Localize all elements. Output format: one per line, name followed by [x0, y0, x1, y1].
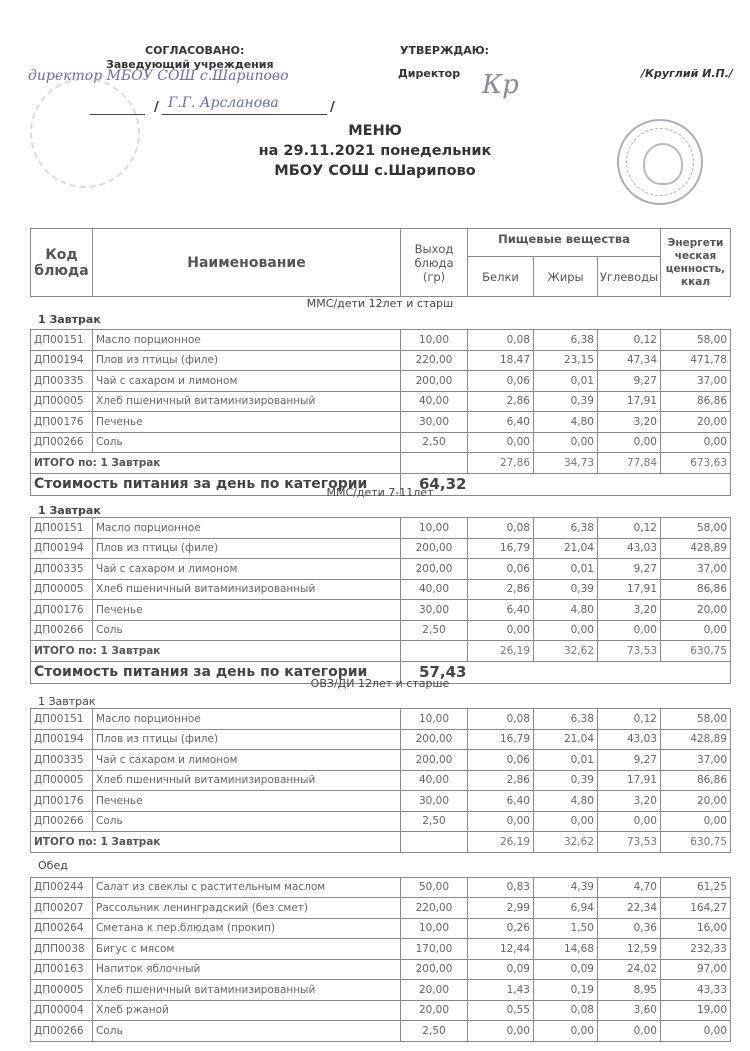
dish-yield: 2,50 — [401, 811, 468, 832]
dish-carbs: 0,36 — [598, 918, 661, 939]
dish-protein: 0,00 — [468, 1021, 534, 1042]
dish-fat: 21,04 — [534, 538, 598, 559]
table-row — [31, 371, 731, 392]
dish-carbs: 8,95 — [598, 980, 661, 1001]
total-yield — [401, 641, 468, 662]
dish-energy: 428,89 — [661, 729, 731, 750]
dish-fat: 0,00 — [534, 1021, 598, 1042]
dish-carbs: 17,91 — [598, 391, 661, 412]
header-carbs: Углеводы — [598, 257, 661, 297]
dish-name: Хлеб пшеничный витаминизированный — [93, 770, 401, 791]
table-row — [31, 770, 731, 791]
dish-name: Соль — [93, 620, 401, 641]
dish-protein: 1,43 — [468, 980, 534, 1001]
cost-label: Стоимость питания за день по категории — [31, 661, 401, 683]
dish-energy: 471,78 — [661, 350, 731, 371]
category-heading: ММС/дети 12лет и старш — [306, 297, 454, 310]
dish-carbs: 47,34 — [598, 350, 661, 371]
dish-code: ДП00176 — [31, 791, 93, 812]
dish-energy: 58,00 — [661, 709, 731, 730]
dish-name: Соль — [93, 1021, 401, 1042]
dish-yield: 2,50 — [401, 432, 468, 453]
dish-code: ДП00005 — [31, 980, 93, 1001]
dish-fat: 4,80 — [534, 791, 598, 812]
dish-protein: 0,26 — [468, 918, 534, 939]
dish-carbs: 24,02 — [598, 959, 661, 980]
dish-fat: 0,01 — [534, 371, 598, 392]
dish-name: Печенье — [93, 600, 401, 621]
dish-code: ДП00005 — [31, 770, 93, 791]
dish-energy: 232,33 — [661, 939, 731, 960]
dish-fat: 4,80 — [534, 600, 598, 621]
director-name: /Круглий И.П./ — [641, 67, 733, 80]
dish-carbs: 12,59 — [598, 939, 661, 960]
table-row — [31, 412, 731, 433]
dish-code: ДП00244 — [31, 877, 93, 898]
table-row — [31, 959, 731, 980]
dish-yield: 200,00 — [401, 538, 468, 559]
dish-name: Чай с сахаром и лимоном — [93, 371, 401, 392]
dish-energy: 0,00 — [661, 620, 731, 641]
dish-protein: 6,40 — [468, 791, 534, 812]
table-row — [31, 620, 731, 641]
dish-fat: 0,39 — [534, 391, 598, 412]
dish-energy: 58,00 — [661, 518, 731, 539]
meal-heading: 1 Завтрак — [38, 313, 101, 326]
dish-protein: 2,99 — [468, 898, 534, 919]
dish-carbs: 0,12 — [598, 330, 661, 351]
handwritten-name: Г.Г. Арсланова — [168, 95, 279, 111]
dish-code: ДП00151 — [31, 709, 93, 730]
meal-heading: 1 Завтрак — [38, 695, 96, 708]
handwritten-position: директор МБОУ СОШ с.Шарипово — [28, 68, 289, 84]
dish-code: ДП00207 — [31, 898, 93, 919]
dish-protein: 0,55 — [468, 1000, 534, 1021]
dish-yield: 200,00 — [401, 750, 468, 771]
dish-code: ДП00266 — [31, 432, 93, 453]
table-row — [31, 1000, 731, 1021]
approval-heading-right: УТВЕРЖДАЮ: — [400, 44, 490, 57]
dish-code: ДП00176 — [31, 600, 93, 621]
dish-fat: 0,19 — [534, 980, 598, 1001]
dish-protein: 6,40 — [468, 600, 534, 621]
total-energy: 630,75 — [661, 832, 731, 853]
category-heading: ОВЗ/ДИ 12лет и старше — [310, 677, 450, 690]
dish-fat: 0,00 — [534, 620, 598, 641]
dish-carbs: 43,03 — [598, 538, 661, 559]
total-label: ИТОГО по: 1 Завтрак — [31, 832, 401, 853]
table-row — [31, 980, 731, 1001]
title-date: на 29.11.2021 понедельник — [258, 143, 492, 159]
dish-energy: 16,00 — [661, 918, 731, 939]
header-yield: Выход блюда (гр) — [401, 229, 468, 297]
dish-energy: 86,86 — [661, 579, 731, 600]
slash-left-end: / — [330, 100, 335, 115]
title-menu: МЕНЮ — [348, 123, 402, 139]
dish-name: Хлеб пшеничный витаминизированный — [93, 980, 401, 1001]
dish-carbs: 0,12 — [598, 518, 661, 539]
dish-yield: 20,00 — [401, 1000, 468, 1021]
dish-energy: 164,27 — [661, 898, 731, 919]
dish-name: Масло порционное — [93, 709, 401, 730]
dish-code: ДП00194 — [31, 350, 93, 371]
dish-carbs: 3,20 — [598, 600, 661, 621]
dish-energy: 97,00 — [661, 959, 731, 980]
total-fat: 34,73 — [534, 453, 598, 474]
official-seal — [617, 119, 703, 205]
dish-protein: 0,08 — [468, 709, 534, 730]
total-carbs: 73,53 — [598, 832, 661, 853]
dish-name: Хлеб пшеничный витаминизированный — [93, 579, 401, 600]
dish-protein: 0,00 — [468, 811, 534, 832]
cost-value: 57,43 — [401, 661, 731, 683]
table-row — [31, 579, 731, 600]
dish-code: ДП00194 — [31, 729, 93, 750]
dish-energy: 43,33 — [661, 980, 731, 1001]
dish-name: Чай с сахаром и лимоном — [93, 750, 401, 771]
dish-name: Плов из птицы (филе) — [93, 538, 401, 559]
dish-code: ДП00335 — [31, 559, 93, 580]
menu-table — [30, 517, 731, 684]
dish-energy: 37,00 — [661, 750, 731, 771]
dish-energy: 428,89 — [661, 538, 731, 559]
dish-protein: 0,83 — [468, 877, 534, 898]
dish-carbs: 3,20 — [598, 412, 661, 433]
table-row — [31, 877, 731, 898]
dish-fat: 21,04 — [534, 729, 598, 750]
dish-carbs: 9,27 — [598, 371, 661, 392]
dish-name: Печенье — [93, 791, 401, 812]
table-row — [31, 729, 731, 750]
table-row — [31, 1021, 731, 1042]
dish-code: ДП00151 — [31, 518, 93, 539]
table-row — [31, 432, 731, 453]
dish-protein: 0,06 — [468, 371, 534, 392]
dish-carbs: 0,12 — [598, 709, 661, 730]
dish-carbs: 22,34 — [598, 898, 661, 919]
dish-name: Соль — [93, 432, 401, 453]
dish-name: Хлеб пшеничный витаминизированный — [93, 391, 401, 412]
dish-name: Хлеб ржаной — [93, 1000, 401, 1021]
dish-name: Рассольник ленинградский (без смет) — [93, 898, 401, 919]
table-row — [31, 811, 731, 832]
dish-fat: 14,68 — [534, 939, 598, 960]
dish-yield: 10,00 — [401, 709, 468, 730]
dish-code: ДП00266 — [31, 1021, 93, 1042]
dish-fat: 23,15 — [534, 350, 598, 371]
dish-name: Масло порционное — [93, 518, 401, 539]
dish-fat: 0,39 — [534, 579, 598, 600]
dish-energy: 37,00 — [661, 371, 731, 392]
dish-code: ДП00005 — [31, 391, 93, 412]
dish-yield: 40,00 — [401, 579, 468, 600]
dish-carbs: 4,70 — [598, 877, 661, 898]
dish-name: Бигус с мясом — [93, 939, 401, 960]
dish-protein: 0,00 — [468, 432, 534, 453]
dish-fat: 4,39 — [534, 877, 598, 898]
dish-yield: 10,00 — [401, 518, 468, 539]
dish-fat: 0,08 — [534, 1000, 598, 1021]
dish-yield: 200,00 — [401, 959, 468, 980]
dish-yield: 200,00 — [401, 371, 468, 392]
dish-name: Масло порционное — [93, 330, 401, 351]
total-protein: 26,19 — [468, 641, 534, 662]
total-label: ИТОГО по: 1 Завтрак — [31, 453, 401, 474]
table-row — [31, 709, 731, 730]
stamp-left — [30, 78, 140, 188]
dish-protein: 0,09 — [468, 959, 534, 980]
dish-fat: 0,00 — [534, 811, 598, 832]
dish-carbs: 0,00 — [598, 1021, 661, 1042]
dish-energy: 61,25 — [661, 877, 731, 898]
dish-protein: 0,06 — [468, 559, 534, 580]
signature-line-left-1 — [90, 114, 145, 115]
dish-code: ДП00176 — [31, 412, 93, 433]
dish-protein: 12,44 — [468, 939, 534, 960]
dish-energy: 58,00 — [661, 330, 731, 351]
dish-name: Плов из птицы (филе) — [93, 350, 401, 371]
dish-fat: 4,80 — [534, 412, 598, 433]
dish-code: ДП00266 — [31, 620, 93, 641]
total-yield — [401, 453, 468, 474]
dish-code: ДП00335 — [31, 750, 93, 771]
dish-protein: 0,00 — [468, 620, 534, 641]
dish-yield: 200,00 — [401, 729, 468, 750]
total-row — [31, 453, 731, 474]
table-row — [31, 939, 731, 960]
approval-heading-left: СОГЛАСОВАНО: — [145, 44, 245, 57]
dish-fat: 6,38 — [534, 518, 598, 539]
dish-code: ДП00335 — [31, 371, 93, 392]
table-row — [31, 600, 731, 621]
total-protein: 27,86 — [468, 453, 534, 474]
dish-fat: 6,38 — [534, 709, 598, 730]
meal-heading: 1 Завтрак — [38, 504, 101, 517]
dish-fat: 1,50 — [534, 918, 598, 939]
dish-yield: 200,00 — [401, 559, 468, 580]
dish-carbs: 17,91 — [598, 770, 661, 791]
total-yield — [401, 832, 468, 853]
dish-name: Печенье — [93, 412, 401, 433]
dish-yield: 10,00 — [401, 918, 468, 939]
dish-energy: 20,00 — [661, 791, 731, 812]
dish-yield: 220,00 — [401, 898, 468, 919]
table-row — [31, 350, 731, 371]
dish-fat: 0,09 — [534, 959, 598, 980]
cost-value: 64,32 — [401, 473, 731, 495]
dish-energy: 37,00 — [661, 559, 731, 580]
dish-fat: 0,39 — [534, 770, 598, 791]
dish-carbs: 3,20 — [598, 791, 661, 812]
dish-fat: 6,94 — [534, 898, 598, 919]
dish-energy: 86,86 — [661, 770, 731, 791]
dish-yield: 20,00 — [401, 980, 468, 1001]
dish-name: Соль — [93, 811, 401, 832]
cost-label: Стоимость питания за день по категории — [31, 473, 401, 495]
header-protein: Белки — [468, 257, 534, 297]
dish-yield: 30,00 — [401, 791, 468, 812]
header-energy: Энергети ческая ценность, ккал — [661, 229, 731, 297]
total-fat: 32,62 — [534, 832, 598, 853]
approval-position-right: Директор — [398, 67, 461, 80]
dish-yield: 30,00 — [401, 600, 468, 621]
dish-protein: 0,08 — [468, 518, 534, 539]
table-row — [31, 898, 731, 919]
director-signature: Кр — [482, 70, 519, 100]
total-fat: 32,62 — [534, 641, 598, 662]
dish-carbs: 43,03 — [598, 729, 661, 750]
title-block — [200, 121, 550, 181]
total-row — [31, 832, 731, 853]
dish-protein: 2,86 — [468, 391, 534, 412]
dish-energy: 0,00 — [661, 1021, 731, 1042]
dish-protein: 18,47 — [468, 350, 534, 371]
dish-yield: 2,50 — [401, 620, 468, 641]
dish-carbs: 9,27 — [598, 750, 661, 771]
dish-energy: 86,86 — [661, 391, 731, 412]
dish-carbs: 0,00 — [598, 811, 661, 832]
table-row — [31, 559, 731, 580]
dish-yield: 40,00 — [401, 391, 468, 412]
dish-carbs: 0,00 — [598, 432, 661, 453]
total-protein: 26,19 — [468, 832, 534, 853]
dish-energy: 20,00 — [661, 412, 731, 433]
table-row — [31, 391, 731, 412]
table-row — [31, 750, 731, 771]
approval-position-left: Заведующий учреждения — [106, 58, 274, 71]
dish-name: Плов из птицы (филе) — [93, 729, 401, 750]
table-row — [31, 538, 731, 559]
table-row — [31, 518, 731, 539]
dish-yield: 220,00 — [401, 350, 468, 371]
dish-yield: 30,00 — [401, 412, 468, 433]
dish-protein: 6,40 — [468, 412, 534, 433]
dish-protein: 2,86 — [468, 770, 534, 791]
dish-protein: 0,06 — [468, 750, 534, 771]
dish-fat: 0,00 — [534, 432, 598, 453]
dish-yield: 40,00 — [401, 770, 468, 791]
dish-fat: 6,38 — [534, 330, 598, 351]
dish-energy: 0,00 — [661, 811, 731, 832]
dish-yield: 2,50 — [401, 1021, 468, 1042]
total-carbs: 77,84 — [598, 453, 661, 474]
slash-left: / — [154, 100, 159, 115]
dish-protein: 2,86 — [468, 579, 534, 600]
meal-heading-lunch: Обед — [38, 858, 68, 872]
dish-yield: 10,00 — [401, 330, 468, 351]
title-school: МБОУ СОШ с.Шарипово — [274, 163, 476, 179]
dish-protein: 0,08 — [468, 330, 534, 351]
menu-table — [30, 329, 731, 496]
dish-fat: 0,01 — [534, 750, 598, 771]
dish-energy: 0,00 — [661, 432, 731, 453]
dish-code: ДП00163 — [31, 959, 93, 980]
total-row — [31, 641, 731, 662]
table-row — [31, 791, 731, 812]
header-nutrients: Пищевые вещества — [468, 229, 661, 257]
dish-code: ДП00264 — [31, 918, 93, 939]
total-label: ИТОГО по: 1 Завтрак — [31, 641, 401, 662]
dish-carbs: 9,27 — [598, 559, 661, 580]
dish-name: Сметана к пер.блюдам (прокип) — [93, 918, 401, 939]
dish-code: ДП00005 — [31, 579, 93, 600]
dish-energy: 20,00 — [661, 600, 731, 621]
dish-name: Чай с сахаром и лимоном — [93, 559, 401, 580]
total-energy: 673,63 — [661, 453, 731, 474]
dish-yield: 170,00 — [401, 939, 468, 960]
menu-header-table — [30, 228, 731, 297]
menu-table — [30, 708, 731, 853]
dish-code: ДПП0038 — [31, 939, 93, 960]
dish-protein: 16,79 — [468, 729, 534, 750]
signature-line-left-2 — [162, 114, 327, 115]
dish-protein: 16,79 — [468, 538, 534, 559]
dish-name: Напиток яблочный — [93, 959, 401, 980]
dish-carbs: 17,91 — [598, 579, 661, 600]
header-code: Код блюда — [31, 229, 93, 297]
dish-code: ДП00004 — [31, 1000, 93, 1021]
header-fat: Жиры — [534, 257, 598, 297]
dish-code: ДП00266 — [31, 811, 93, 832]
dish-code: ДП00151 — [31, 330, 93, 351]
dish-carbs: 3,60 — [598, 1000, 661, 1021]
menu-table-lunch — [30, 877, 731, 1042]
dish-carbs: 0,00 — [598, 620, 661, 641]
total-carbs: 73,53 — [598, 641, 661, 662]
header-name: Наименование — [93, 229, 401, 297]
dish-fat: 0,01 — [534, 559, 598, 580]
total-energy: 630,75 — [661, 641, 731, 662]
dish-energy: 19,00 — [661, 1000, 731, 1021]
table-row — [31, 918, 731, 939]
dish-code: ДП00194 — [31, 538, 93, 559]
dish-yield: 50,00 — [401, 877, 468, 898]
table-row — [31, 330, 731, 351]
category-heading: ММС/дети 7-11лет — [326, 486, 434, 499]
dish-name: Салат из свеклы с растительным маслом — [93, 877, 401, 898]
